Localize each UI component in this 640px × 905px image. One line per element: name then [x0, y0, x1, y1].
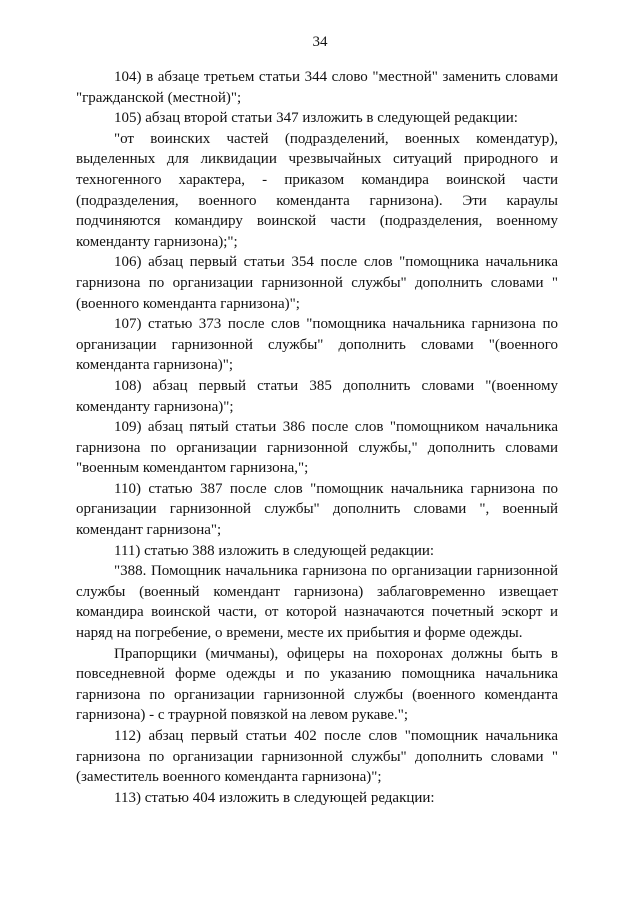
quoted-paragraph-347: "от воинских частей (подразделений, военных комендатур), выделенных для ликвидации чрезвычайных ситуаций природного и техногенного характера, - приказом командира воинской части (подразделения, военного коменданта гарнизона). Эти караулы подчиняются командиру воинской части (подразделения, военному коменданту гарнизона);";	[76, 130, 558, 250]
paragraph-item-113: 113) статью 404 изложить в следующей редакции:	[114, 789, 435, 806]
quoted-article-388: "388. Помощник начальника гарнизона по организации гарнизонной службы (военный комендант гарнизона) заблаговременно извещает командира воинской части, от которой назначаются почетный эскорт и наряд на погребение, о времени, месте их прибытия и форме одежды.	[76, 563, 558, 642]
document-body	[76, 67, 558, 808]
paragraph-item-105: 105) абзац второй статьи 347 изложить в следующей редакции:	[114, 110, 518, 127]
quoted-paragraph-388-second: Прапорщики (мичманы), офицеры на похоронах должны быть в повседневной форме одежды и по указанию помощника начальника гарнизона по организации гарнизонной службы (военного коменданта гарнизона) - с траурной повязкой на левом рукаве.";	[76, 645, 558, 724]
paragraph-item-111: 111) статью 388 изложить в следующей редакции:	[114, 542, 435, 559]
paragraph-item-109: 109) абзац пятый статьи 386 после слов "помощником начальника гарнизона по организации гарнизонной службы," дополнить словами "военным комендантом гарнизона,";	[76, 419, 558, 477]
paragraph-item-107: 107) статью 373 после слов "помощника начальника гарнизона по организации гарнизонной службы" дополнить словами "(военного коменданта гарнизона)";	[76, 316, 558, 374]
paragraph-item-112: 112) абзац первый статьи 402 после слов "помощник начальника гарнизона по организации гарнизонной службы" дополнить словами "(заместитель военного коменданта гарнизона)";	[76, 728, 558, 786]
paragraph-item-106: 106) абзац первый статьи 354 после слов "помощника начальника гарнизона по организации гарнизонной службы" дополнить словами "(военного коменданта гарнизона)";	[76, 254, 558, 312]
page-number: 34	[312, 34, 328, 50]
paragraph-item-104: 104) в абзаце третьем статьи 344 слово "местной" заменить словами "гражданской (местной)";	[76, 69, 558, 106]
paragraph-item-110: 110) статью 387 после слов "помощник начальника гарнизона по организации гарнизонной службы" дополнить словами ", военный комендант гарнизона";	[76, 480, 558, 539]
paragraph-item-108: 108) абзац первый статьи 385 дополнить словами "(военному коменданту гарнизона)";	[76, 377, 558, 415]
